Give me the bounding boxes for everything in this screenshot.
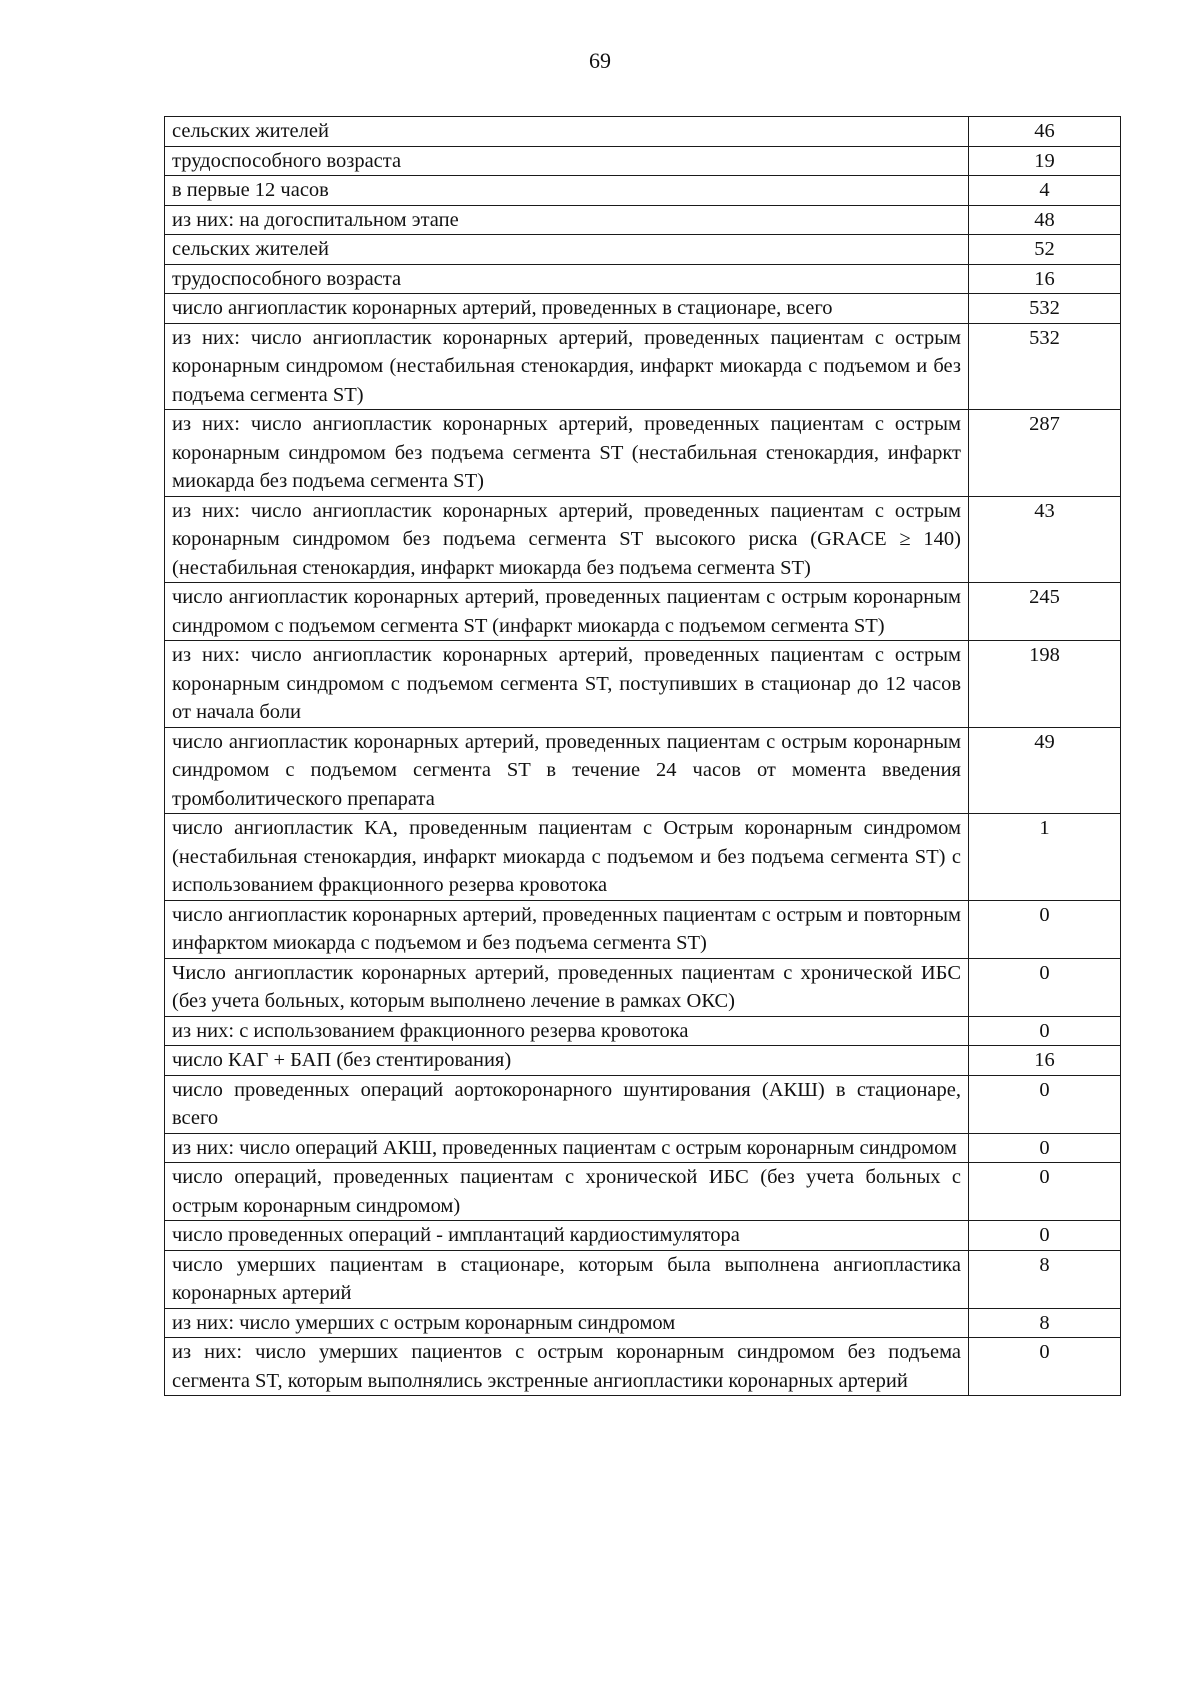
row-value: 52 bbox=[969, 235, 1121, 265]
row-label: число КАГ + БАП (без стентирования) bbox=[165, 1046, 969, 1076]
table-row bbox=[165, 814, 1121, 901]
table-row bbox=[165, 1163, 1121, 1221]
table-row bbox=[165, 1133, 1121, 1163]
row-label: число операций, проведенных пациентам с хронической ИБС (без учета больных с острым коронарным синдромом) bbox=[165, 1163, 969, 1221]
row-label: трудоспособного возраста bbox=[165, 146, 969, 176]
row-value: 46 bbox=[969, 117, 1121, 147]
row-label: число умерших пациентам в стационаре, которым была выполнена ангиопластика коронарных артерий bbox=[165, 1250, 969, 1308]
statistics-table bbox=[164, 116, 1121, 1396]
table-row bbox=[165, 641, 1121, 728]
row-value: 0 bbox=[969, 900, 1121, 958]
row-value: 532 bbox=[969, 294, 1121, 324]
table-row bbox=[165, 235, 1121, 265]
row-value: 0 bbox=[969, 1133, 1121, 1163]
row-label: из них: на догоспитальном этапе bbox=[165, 205, 969, 235]
table-row bbox=[165, 727, 1121, 814]
row-label: из них: число ангиопластик коронарных артерий, проведенных пациентам с острым коронарным синдромом с подъемом сегмента ST, поступивших в стационар до 12 часов от начала боли bbox=[165, 641, 969, 728]
row-label: сельских жителей bbox=[165, 117, 969, 147]
table-row bbox=[165, 1250, 1121, 1308]
row-value: 0 bbox=[969, 1338, 1121, 1396]
row-value: 0 bbox=[969, 958, 1121, 1016]
row-label: число ангиопластик коронарных артерий, проведенных пациентам с острым коронарным синдромом с подъемом сегмента ST (инфаркт миокарда с подъемом сегмента ST) bbox=[165, 583, 969, 641]
row-label: Число ангиопластик коронарных артерий, проведенных пациентам с хронической ИБС (без учета больных, которым выполнено лечение в рамках ОКС) bbox=[165, 958, 969, 1016]
table-row bbox=[165, 958, 1121, 1016]
row-label: из них: число ангиопластик коронарных артерий, проведенных пациентам с острым коронарным синдромом без подъема сегмента ST (нестабильная стенокардия, инфаркт миокарда без подъема сегмента ST) bbox=[165, 410, 969, 497]
row-label: число ангиопластик коронарных артерий, проведенных в стационаре, всего bbox=[165, 294, 969, 324]
table-row bbox=[165, 117, 1121, 147]
row-value: 532 bbox=[969, 323, 1121, 410]
row-value: 8 bbox=[969, 1250, 1121, 1308]
row-label: в первые 12 часов bbox=[165, 176, 969, 206]
row-value: 4 bbox=[969, 176, 1121, 206]
row-value: 287 bbox=[969, 410, 1121, 497]
table-row bbox=[165, 176, 1121, 206]
table-row bbox=[165, 205, 1121, 235]
table-row bbox=[165, 410, 1121, 497]
table-row bbox=[165, 264, 1121, 294]
row-value: 48 bbox=[969, 205, 1121, 235]
row-value: 16 bbox=[969, 1046, 1121, 1076]
row-value: 8 bbox=[969, 1308, 1121, 1338]
row-value: 245 bbox=[969, 583, 1121, 641]
row-value: 19 bbox=[969, 146, 1121, 176]
row-value: 0 bbox=[969, 1221, 1121, 1251]
page-number: 69 bbox=[589, 48, 611, 73]
row-label: из них: число операций АКШ, проведенных пациентам с острым коронарным синдромом bbox=[165, 1133, 969, 1163]
row-label: число ангиопластик КА, проведенным пациентам с Острым коронарным синдромом (нестабильная стенокардия, инфаркт миокарда с подъемом и без подъема сегмента ST) с использованием фракционного резерва кровотока bbox=[165, 814, 969, 901]
row-label: трудоспособного возраста bbox=[165, 264, 969, 294]
row-label: сельских жителей bbox=[165, 235, 969, 265]
table-row bbox=[165, 1338, 1121, 1396]
table-row bbox=[165, 496, 1121, 583]
row-label: из них: число ангиопластик коронарных артерий, проведенных пациентам с острым коронарным синдромом (нестабильная стенокардия, инфаркт миокарда с подъемом и без подъема сегмента ST) bbox=[165, 323, 969, 410]
table-row bbox=[165, 583, 1121, 641]
row-label: число проведенных операций - имплантаций кардиостимулятора bbox=[165, 1221, 969, 1251]
row-label: из них: с использованием фракционного резерва кровотока bbox=[165, 1016, 969, 1046]
row-label: число проведенных операций аортокоронарного шунтирования (АКШ) в стационаре, всего bbox=[165, 1075, 969, 1133]
row-value: 0 bbox=[969, 1163, 1121, 1221]
row-value: 0 bbox=[969, 1075, 1121, 1133]
table-row bbox=[165, 1046, 1121, 1076]
row-value: 16 bbox=[969, 264, 1121, 294]
row-label: число ангиопластик коронарных артерий, проведенных пациентам с острым и повторным инфарктом миокарда с подъемом и без подъема сегмента ST) bbox=[165, 900, 969, 958]
row-value: 43 bbox=[969, 496, 1121, 583]
table-row bbox=[165, 900, 1121, 958]
row-value: 1 bbox=[969, 814, 1121, 901]
row-label: число ангиопластик коронарных артерий, проведенных пациентам с острым коронарным синдромом с подъемом сегмента ST в течение 24 часов от момента введения тромболитического препарата bbox=[165, 727, 969, 814]
table-row bbox=[165, 1221, 1121, 1251]
table-row bbox=[165, 146, 1121, 176]
row-label: из них: число умерших с острым коронарным синдромом bbox=[165, 1308, 969, 1338]
row-value: 0 bbox=[969, 1016, 1121, 1046]
table-body bbox=[165, 117, 1121, 1396]
table-row bbox=[165, 294, 1121, 324]
row-value: 49 bbox=[969, 727, 1121, 814]
row-label: из них: число умерших пациентов с острым коронарным синдромом без подъема сегмента ST, которым выполнялись экстренные ангиопластики коронарных артерий bbox=[165, 1338, 969, 1396]
table-row bbox=[165, 1075, 1121, 1133]
row-value: 198 bbox=[969, 641, 1121, 728]
table-row bbox=[165, 1308, 1121, 1338]
table-row bbox=[165, 1016, 1121, 1046]
table-row bbox=[165, 323, 1121, 410]
row-label: из них: число ангиопластик коронарных артерий, проведенных пациентам с острым коронарным синдромом без подъема сегмента ST высокого риска (GRACE ≥ 140) (нестабильная стенокардия, инфаркт миокарда без подъема сегмента ST) bbox=[165, 496, 969, 583]
